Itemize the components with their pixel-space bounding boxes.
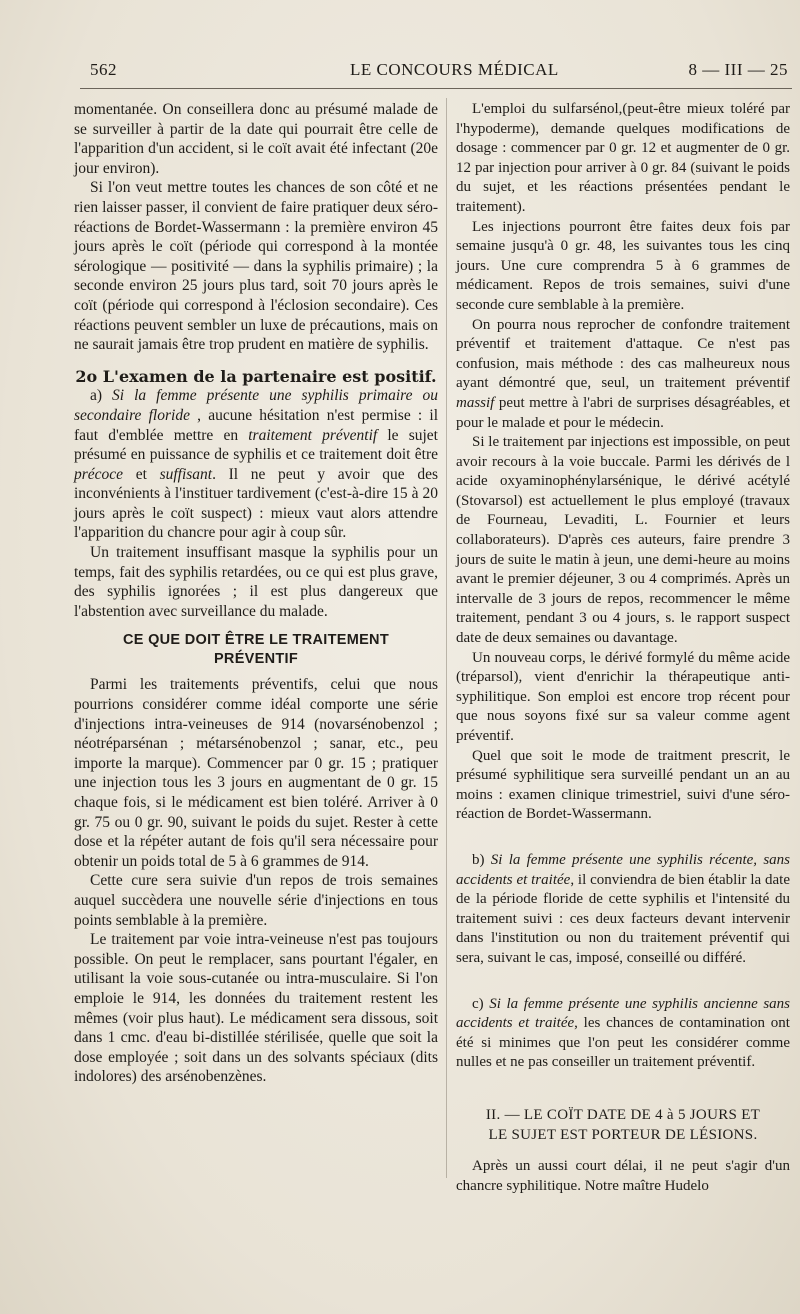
issue-date: 8 — III — 25 [688,60,788,79]
paragraph: a) Si la femme présente une syphilis primaire ou secondaire floride , aucune hésitation n'est permise : il faut d'emblée mettre en traitement préventif le sujet présumé en puissance de syphilis et ce traitement doit être précoce et suffisant. Il ne peut y avoir que des inconvénients à l'instituer tardivement (c'est-à-dire 15 à 20 jours après le coït suspect) : mieux vaut alors attendre l'apparition du chancre pour agir à coup sûr. [74,387,439,542]
paragraph: Les injections pourront être faites deux fois par semaine jusqu'à 0 gr. 48, les suivantes tous les cinq jours. Une cure comprendra 5 à 6 grammes de médicament. Repos de trois semaines, suivi d'une seconde cure semblable à la première. [456,218,790,313]
paragraph: Un traitement insuffisant masque la syphilis pour un temps, fait des syphilis retardées, ou ce qui est plus grave, des syphilis ignorées ; il est plus dangereux que l'abstention avec surveillance du malade. [74,544,438,620]
subheading: 2o L'examen de la partenaire est positif. [75,366,437,386]
paragraph: b) Si la femme présente une syphilis récente, sans accidents et traitée, il conviendra de bien établir la date de la période floride de cette syphilis et l'intensité du traitement suivi : ces deux facteurs devant intervenir dans l'institution ou non du traitement préventif qui sera, suivant le cas, imposé, conseillé ou différé. [456,851,790,966]
paragraph: Parmi les traitements préventifs, celui que nous pourrions considérer comme idéal comporte une série d'injections intra-veineuses de 914 (novarsénobenzol ; néotréparsénan ; métarsénobenzol ; sanar, etc., peu importe la marque). Commencer par 0 gr. 15 ; pratiquer une injection tous les 3 jours en augmentant de 0 gr. 15 chaque fois, si le médicament est bien toléré. Arriver à 0 gr. 75 ou 0 gr. 90, suivant le poids du sujet. Rester à cette dose et la répéter autant de fois qu'il sera nécessaire pour obtenir un poids total de 5 à 6 grammes de 914. [74,676,438,870]
paragraph: Le traitement par voie intra-veineuse n'est pas toujours possible. On peut le remplacer, sans pourtant l'égaler, en utilisant la voie sous-cutanée ou intra-musculaire. Si l'on emploie le 914, les données du traitement restent les mêmes (voir plus haut). Le médicament sera dissous, soit dans 1 cmc. d'eau bi-distillée stérilisée, quelle que soit la dose employée ; soit dans un des solvants spéciaux (dits indolores) des arsénobenzènes. [74,931,438,1086]
header-rule [80,88,792,89]
paragraph: c) Si la femme présente une syphilis ancienne sans accidents et traitée, les chances de contamination ont été si minimes que l'on peut les considérer comme nulles et ne pas conseiller un traitement préventif. [456,995,790,1071]
paragraph: L'emploi du sulfarsénol,(peut-être mieux toléré par l'hypoderme), demande quelques modifications de dosage : commencer par 0 gr. 12 et augmenter de 0 gr. 12 par injection pour arriver à 0 gr. 84 (suivant le poids du sujet, et les réactions présentées pendant le traitement). [456,101,790,215]
paragraph: Quel que soit le mode de traitment prescrit, le présumé syphilitique sera surveillé pendant un an au moins : examen clinique trimestriel, suivi d'une séro-réaction de Bordet-Wassermann. [456,747,790,823]
paragraph: Cette cure sera suivie d'un repos de trois semaines auquel succèdera une nouvelle série d'injections en tous points semblable à la première. [74,872,438,929]
paragraph: On pourra nous reprocher de confondre traitement préventif et traitement d'attaque. Ce n'est pas confusion, mais méthode : des cas malheureux nous ayant démontré que, seul, un traitement préventif massif peut mettre à l'abri de surprises désagréables, et pour le malade et pour le médecin. [456,316,790,431]
paragraph: Après un aussi court délai, il ne peut s'agir d'un chancre syphilitique. Notre maître Hudelo [456,1157,790,1194]
paragraph: Si l'on veut mettre toutes les chances de son côté et ne rien laisser passer, il convient de faire pratiquer deux séro-réactions de Bordet-Wassermann : la première environ 45 jours après le coït (période qui correspond à la montée sérologique — positivité — dans la syphilis primaire) ; la seconde environ 25 jours plus tard, soit 70 jours après le coït (période qui correspond à l'éclosion secondaire). Ces réactions peuvent sembler un luxe de précautions, mais on ne saurait jamais être trop prudent en matière de syphilis. [74,179,438,354]
paragraph: momentanée. On conseillera donc au présumé malade de se surveiller à partir de la date qui pourrait être celle de l'apparition d'un accident, si le coït avait été infectant (20e jour environ). [74,101,438,177]
column-divider [446,98,447,1178]
paragraph: Si le traitement par injections est impossible, on peut avoir recours à la voie buccale. Parmi les dérivés de l acide oxyaminophénylarsénique, le dérivé acétylé (Stovarsol) est actuellement le plus employé (travaux de Fourneau, Levaditi, L. Fournier et leurs collaborateurs). D'après ces auteurs, faire prendre 3 jours de suite le matin à jeun, une demi-heure au moins avant le premier déjeuner, 3 ou 4 comprimés. Après un intervalle de 3 jours de repos, recommencer le même traitement, pendant 3 ou 4 jours, s. le rapport suspect date de deux semaines ou davantage. [456,434,790,647]
section-heading: CE QUE DOIT ÊTRE LE TRAITEMENT PRÉVENTIF [123,632,389,668]
left-column [74,100,438,1087]
paragraph: Un nouveau corps, le dérivé formylé du même acide (tréparsol), vient d'enrichir la thérapeutique anti-syphilitique. Son emploi est encore trop récent pour que nous soyons fixé sur sa valeur comme agent préventif. [456,649,790,744]
page-number: 562 [90,60,117,79]
section-heading: II. — LE COÏT DATE DE 4 à 5 JOURS ET LE SUJET EST PORTEUR DE LÉSIONS. [485,1106,761,1143]
right-column [456,100,790,1196]
running-header [90,56,790,84]
journal-title: LE CONCOURS MÉDICAL [350,60,559,79]
